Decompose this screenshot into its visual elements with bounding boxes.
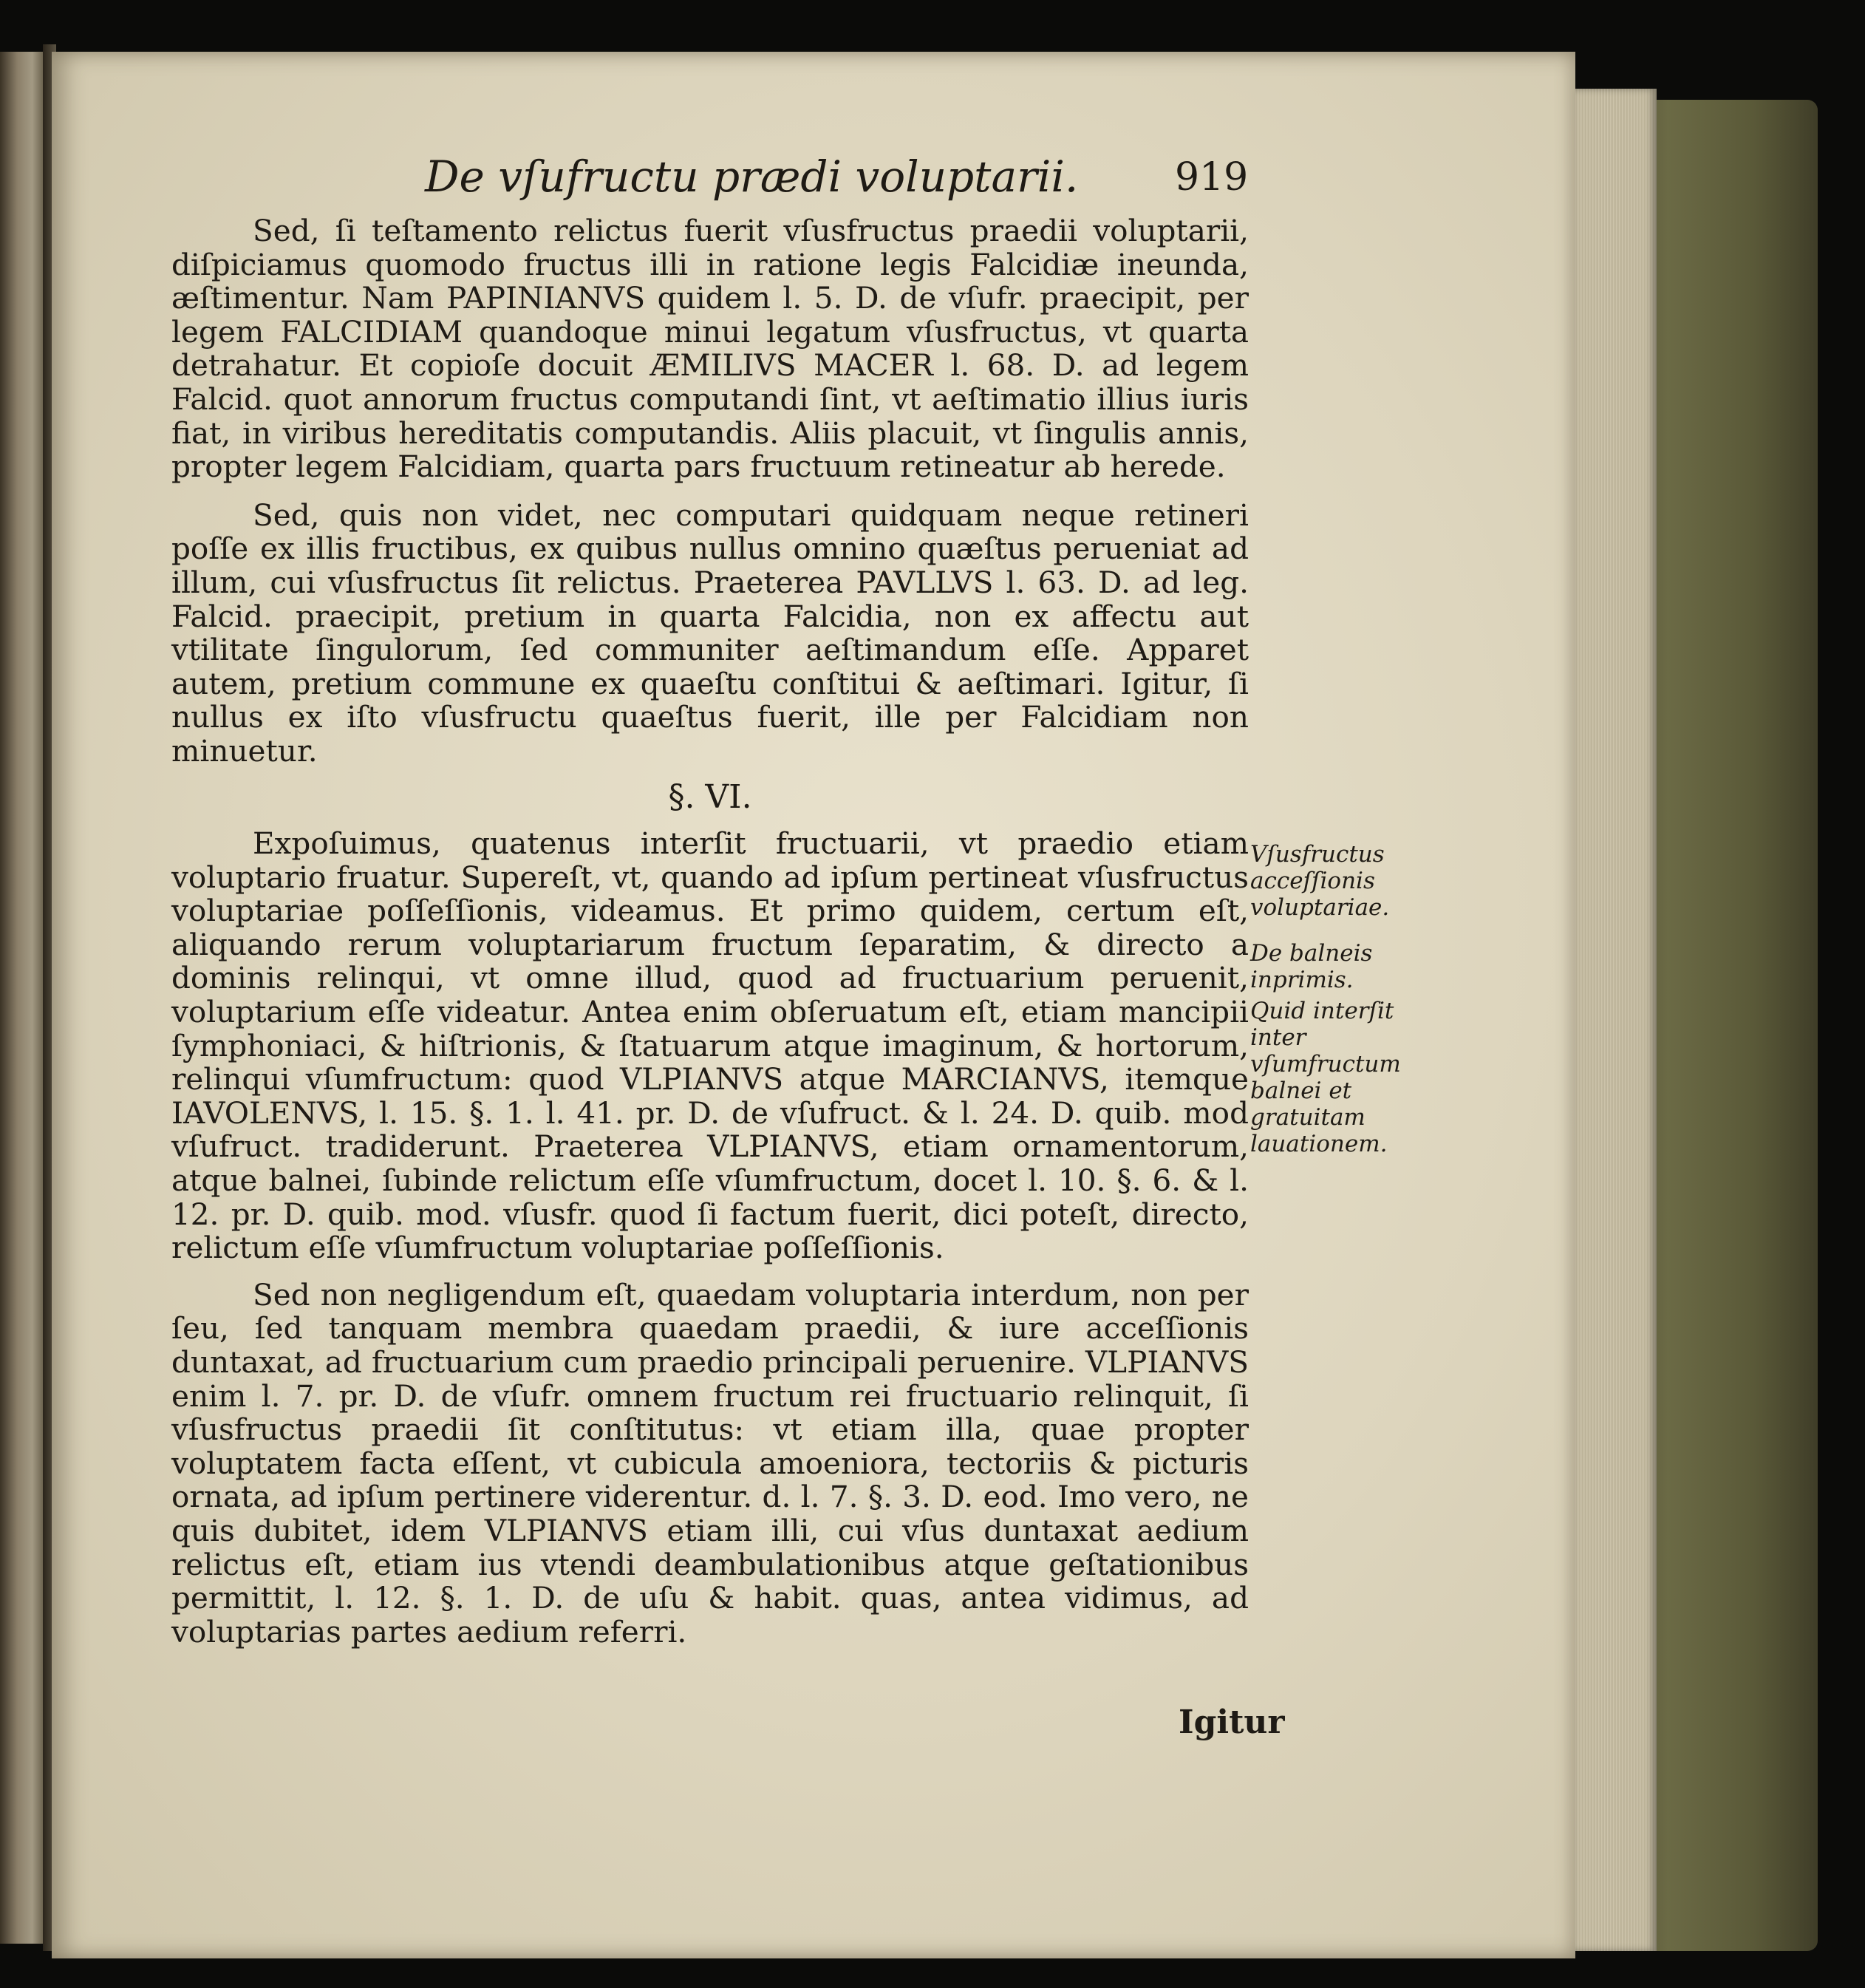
page-number: 919 [1175, 155, 1249, 200]
running-head: De vſufructu prædi voluptarii. [425, 152, 1079, 202]
paragraph: Sed, ſi teſtamento relictus fuerit vſusfructus praedii voluptarii, diſpiciamus quomodo fructus illi in ratione legis Falcidiæ ineunda, æſtimentur. Nam PAPINIANVS quidem l. 5. D. de vſufr. praecipit, per legem FALCIDIAM quandoque minui legatum vſusfructus, vt quarta detrahatur. Et copioſe docuit ÆMILIVS MACER l. 68. D. ad legem Falcid. quot annorum fructus computandi ſint, vt aeſtimatio illius iuris fiat, in viribus hereditatis computandis. Aliis placuit, vt ſingulis annis, propter legem Falcidiam, quarta pars fructuum retineatur ab herede. [171, 213, 1249, 485]
section-heading: §. VI. [668, 777, 752, 816]
page-fore-edge [1575, 89, 1657, 1951]
margin-note: Quid interſit inter vſumfructum balnei et gratuitam lauationem. [1250, 998, 1401, 1157]
catchword: Igitur [1179, 1703, 1285, 1741]
paragraph: Sed, quis non videt, nec computari quidquam neque retineri poſſe ex illis fructibus, ex quibus nullus omnino quæſtus perueniat ad illum, cui vſusfructus ſit relictus. Praeterea PAVLLVS l. 63. D. ad leg. Falcid. praecipit, pretium in quarta Falcidia, non ex affectu aut vtilitate ſingulorum, ſed communiter aeſtimandum eſſe. Apparet autem, pretium commune ex quaeſtu conſtitui & aeſtimari. Igitur, ſi nullus ex iſto vſusfructu quaeſtus fuerit, ille per Falcidiam non minuetur. [171, 497, 1249, 769]
main-text [171, 214, 1249, 1649]
paragraph: Sed non negligendum eſt, quaedam voluptaria interdum, non per ſeu, ſed tanquam membra quaedam praedii, & iure acceſſionis duntaxat, ad fructuarium cum praedio principali peruenire. VLPIANVS enim l. 7. pr. D. de vſufr. omnem fructum rei fructuario relinquit, ſi vſusfructus praedii ſit conſtitutus: vt etiam illa, quae propter voluptatem facta eſſent, vt cubicula amoeniora, tectoriis & picturis ornata, ad ipſum pertinere viderentur. d. l. 7. §. 3. D. eod. Imo vero, ne quis dubitet, idem VLPIANVS etiam illi, cui vſus duntaxat aedium relictus eſt, etiam ius vtendi deambulationibus atque geſtationibus permittit, l. 12. §. 1. D. de uſu & habit. quas, antea vidimus, ad voluptarias partes aedium referri. [171, 1276, 1249, 1650]
facing-page-edge [0, 52, 43, 1944]
margin-note: Vſusfructus acceſſionis voluptariae. [1250, 841, 1390, 921]
paragraph: Expoſuimus, quatenus interſit fructuarii, vt praedio etiam voluptario fruatur. Supereſt, vt, quando ad ipſum pertineat vſusfructus voluptariae poſſeſſionis, videamus. Et primo quidem, certum eſt, aliquando rerum voluptariarum fructum ſeparatim, & directo a dominis relinqui, vt omne illud, quod ad fructuarium peruenit, voluptarium eſſe videatur. Antea enim obſeruatum eſt, etiam mancipii ſymphoniaci, & hiſtrionis, & ſtatuarum atque imaginum, & hortorum, relinqui vſumfructum: quod VLPIANVS atque MARCIANVS, itemque IAVOLENVS, l. 15. §. 1. l. 41. pr. D. de vſufruct. & l. 24. D. quib. mod vſufruct. tradiderunt. Praeterea VLPIANVS, etiam ornamentorum, atque balnei, ſubinde relictum eſſe vſumfructum, docet l. 10. §. 6. & l. 12. pr. D. quib. mod. vſusfr. quod ſi factum fuerit, dici poteſt, directo, relictum eſſe vſumfructum voluptariae poſſeſſionis. [171, 826, 1249, 1266]
margin-note: De balneis inprimis. [1250, 940, 1373, 993]
